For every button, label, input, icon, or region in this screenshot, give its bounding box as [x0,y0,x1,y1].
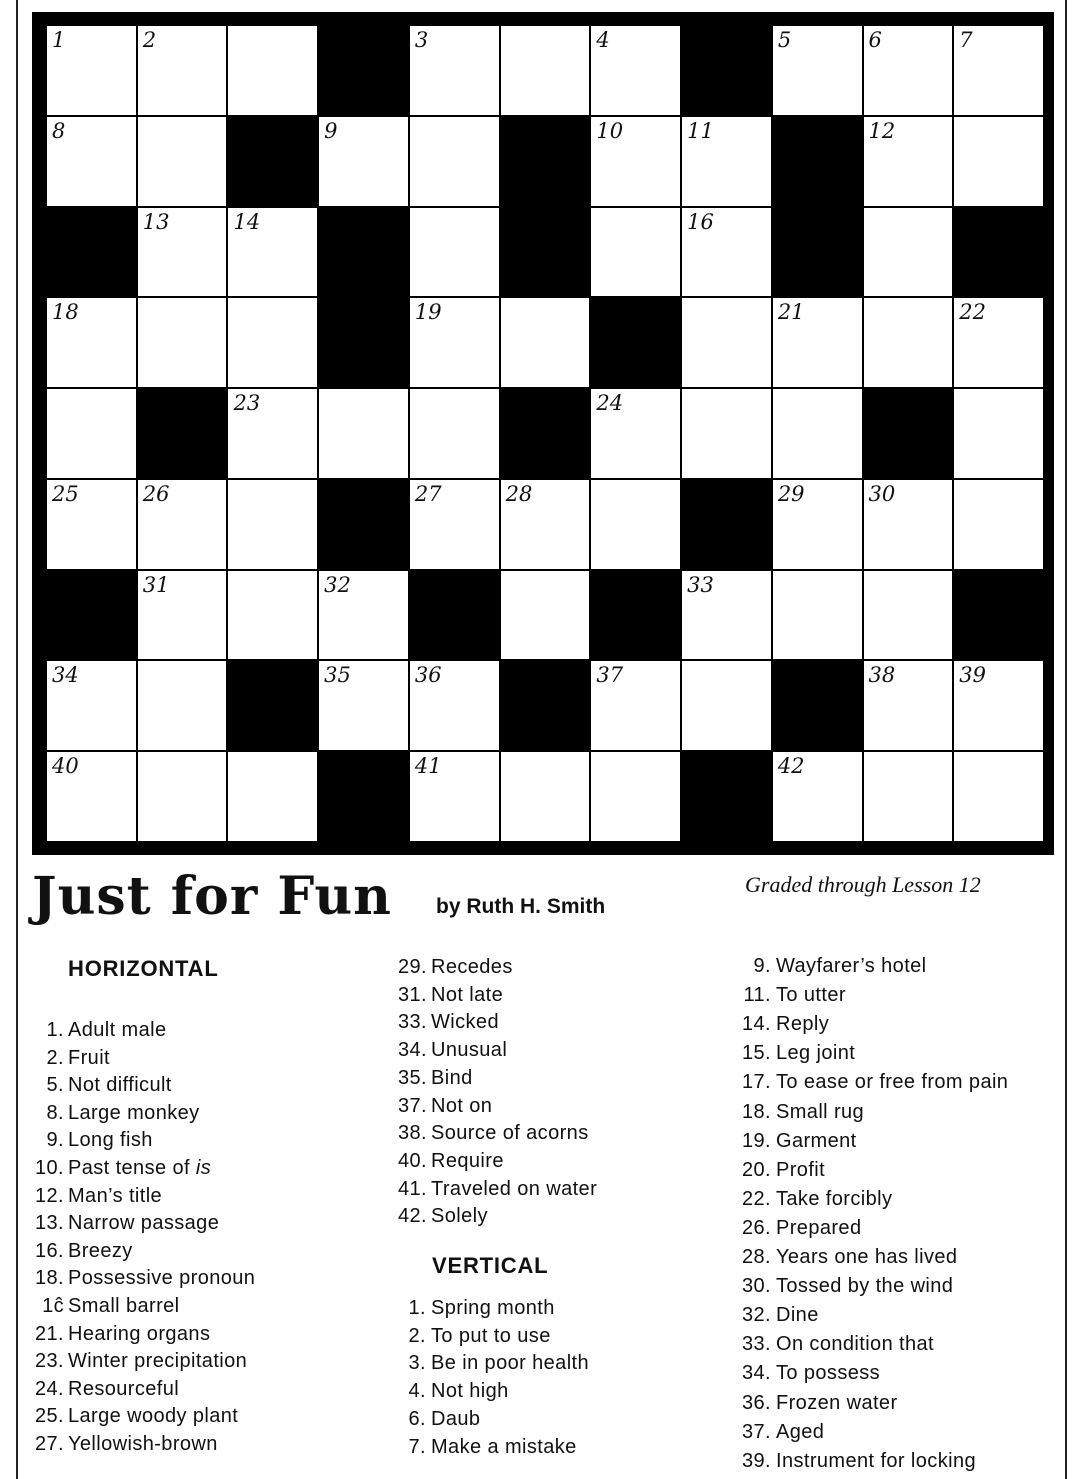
cell-number: 37 [596,663,624,688]
clue-number: 9. [46,1129,64,1152]
grid-cell[interactable] [590,116,681,207]
grid-cell[interactable] [863,479,954,570]
horizontal-heading: HORIZONTAL [68,956,219,981]
clue-number: 33. [397,1011,427,1034]
clue-number: 14. [741,1013,771,1036]
cell-number: 40 [52,754,79,779]
black-square [318,751,409,842]
grid-cell[interactable] [409,479,500,570]
clue-text: Long fish [68,1129,153,1152]
black-square [500,207,591,298]
cell-number: 3 [414,28,429,52]
grid-cell[interactable] [409,116,500,207]
cell-number: 8 [52,118,66,143]
black-square [681,25,772,116]
cell-number: 4 [596,28,610,52]
grid-cell[interactable] [590,479,681,570]
clue-text: Hearing organs [68,1322,211,1345]
clue-text: Not high [431,1380,509,1403]
grid-cell[interactable] [953,479,1044,570]
clue-number: 24. [34,1377,64,1400]
grid-cell[interactable] [681,116,772,207]
cell-number: 26 [142,481,170,506]
clue-number: 1ĉ [42,1295,64,1317]
clue-text: Spring month [431,1297,555,1319]
black-square [227,116,318,207]
clue-text: Small barrel [68,1295,180,1317]
black-square [590,570,681,661]
grid-cell[interactable] [863,570,954,661]
clue-number: 21. [34,1322,64,1345]
clue-text: Yellowish-brown [68,1433,218,1455]
black-square [590,297,681,388]
black-square [318,207,409,298]
black-square [500,116,591,207]
cell-number: 18 [52,300,79,325]
black-square [953,570,1044,661]
clue-number: 10. [34,1157,64,1179]
grid-cell[interactable] [772,25,863,116]
clue-number: 25. [34,1405,64,1428]
grid-cell[interactable] [318,570,409,661]
black-square [953,207,1044,298]
black-square [227,660,318,751]
grid-cell[interactable] [681,297,772,388]
grid-cell[interactable] [318,116,409,207]
grid-cell[interactable] [681,388,772,479]
grid-cell[interactable] [227,479,318,570]
cell-number: 34 [52,663,79,688]
grid-cell[interactable] [409,297,500,388]
clue-text: To ease or free from pain [776,1071,1009,1094]
cell-number: 33 [687,572,714,597]
cell-number: 11 [687,118,714,143]
clue-number: 2. [46,1046,64,1069]
clue-number: 13. [34,1212,64,1235]
clue-text: Instrument for locking [776,1449,976,1472]
clue-text: Winter precipitation [68,1350,248,1373]
clue-text: Large woody plant [68,1405,239,1428]
clue-number: 37. [397,1094,427,1117]
clue-number: 3. [408,1352,426,1375]
clue-number: 22. [741,1187,771,1210]
cell-number: 35 [324,663,351,688]
grid-cell[interactable] [500,297,591,388]
black-square [772,116,863,207]
clue-text: Daub [431,1407,481,1430]
grid-cell[interactable] [500,25,591,116]
black-square [318,297,409,388]
clue-text: Narrow passage [68,1212,220,1235]
clue-text: Man’s title [68,1184,163,1207]
cell-number: 7 [959,28,973,52]
grid-cell[interactable] [409,207,500,298]
clue-number: 36. [741,1391,771,1414]
clue-text: Garment [776,1129,857,1152]
clue-number: 1. [408,1297,426,1319]
cell-number: 19 [414,300,442,325]
grid-cell[interactable] [500,751,591,842]
clue-text: To utter [776,984,846,1007]
cell-number: 31 [142,572,170,597]
clue-number: 32. [741,1304,771,1327]
black-square [500,388,591,479]
grid-cell[interactable] [46,479,137,570]
puzzle-title: Just for Fun [32,866,392,927]
clue-text: Years one has lived [776,1246,958,1268]
clue-number: 42. [397,1205,427,1228]
clue-number: 7. [408,1435,426,1458]
black-square [681,751,772,842]
black-square [863,388,954,479]
cell-number: 39 [959,663,986,688]
clue-number: 29. [397,956,427,978]
clue-text: Fruit [68,1046,110,1069]
black-square [772,207,863,298]
grid-cell[interactable] [409,25,500,116]
cell-number: 28 [505,481,533,506]
grid-cell[interactable] [46,116,137,207]
clue-number: 17. [741,1071,771,1094]
clue-text: Unusual [431,1039,508,1062]
right-page-rule [1065,0,1067,1479]
cell-number: 38 [868,663,896,688]
clue-number: 19. [741,1129,771,1152]
grid-cell[interactable] [590,25,681,116]
clue-number: 33. [741,1333,771,1356]
grid-cell[interactable] [46,751,137,842]
clue-number: 15. [741,1042,771,1065]
cell-number: 5 [777,28,792,52]
black-square [409,570,500,661]
grid-cell[interactable] [137,751,228,842]
grid-cell[interactable] [500,570,591,661]
cell-number: 9 [324,118,338,143]
clue-text: Require [431,1149,504,1172]
clue-number: 11. [743,984,771,1007]
clue-text: Bind [431,1066,473,1089]
clue-number: 38. [397,1122,427,1145]
grid-cell[interactable] [681,207,772,298]
clue-number: 40. [397,1149,427,1172]
clue-number: 23. [34,1350,64,1373]
grid-cell[interactable] [409,660,500,751]
grid-cell[interactable] [46,25,137,116]
cell-number: 42 [777,754,805,779]
clue-number: 26. [741,1216,771,1239]
grid-cell[interactable] [137,570,228,661]
grid-cell[interactable] [137,297,228,388]
grid-cell[interactable] [227,388,318,479]
cell-number: 41 [414,754,442,779]
clue-text: Reply [776,1013,830,1036]
cell-number: 1 [52,28,66,52]
clue-text: Dine [776,1304,819,1327]
cell-number: 24 [596,391,624,416]
clue-text: Traveled on water [431,1177,598,1200]
clue-text: Adult male [68,1019,167,1041]
clue-number: 39. [741,1449,771,1472]
clue-text: Breezy [68,1239,133,1262]
clue-text: Not late [431,983,504,1006]
grid-cell[interactable] [590,660,681,751]
grid-cell[interactable] [227,25,318,116]
grid-cell[interactable] [46,660,137,751]
graded-note: Graded through Lesson 12 [745,872,981,897]
clue-text: Make a mistake [431,1435,577,1458]
clue-text: Tossed by the wind [776,1275,954,1298]
grid-cell[interactable] [772,479,863,570]
grid-cell[interactable] [137,116,228,207]
clue-number: 20. [741,1158,771,1181]
clue-text: Wicked [431,1011,499,1034]
cell-number: 30 [868,481,896,506]
grid-cell[interactable] [590,388,681,479]
cell-number: 13 [142,209,170,234]
clue-number: 12. [34,1184,64,1207]
clue-number: 5. [46,1074,64,1097]
clue-text: Aged [776,1420,825,1443]
grid-cell[interactable] [318,660,409,751]
grid-cell[interactable] [772,570,863,661]
cell-number: 21 [777,300,805,325]
clue-number: 6. [408,1407,426,1430]
clue-text: Wayfarer’s hotel [776,955,927,977]
cell-number: 36 [414,663,442,688]
black-square [318,25,409,116]
grid-cell[interactable] [863,297,954,388]
clue-number: 1. [46,1019,64,1041]
grid-cell[interactable] [863,207,954,298]
grid-cell[interactable] [863,751,954,842]
clue-text: To put to use [431,1324,551,1347]
black-square [318,479,409,570]
clue-text: To possess [776,1362,881,1385]
clue-text: Resourceful [68,1377,180,1400]
grid-cell[interactable] [772,388,863,479]
cell-number: 29 [777,481,805,506]
grid-cell[interactable] [500,479,591,570]
grid-cell[interactable] [953,116,1044,207]
black-square [46,207,137,298]
clue-number: 34. [741,1362,771,1385]
clue-text: Frozen water [776,1391,898,1414]
grid-cell[interactable] [863,660,954,751]
clue-number: 27. [34,1433,64,1455]
clue-number: 4. [408,1380,426,1403]
grid-cell[interactable] [953,388,1044,479]
cell-number: 2 [142,28,157,52]
clue-text: Large monkey [68,1101,200,1124]
grid-cell[interactable] [46,297,137,388]
clue-number: 18. [34,1267,64,1290]
cell-number: 10 [596,118,624,143]
clue-text: Profit [776,1158,826,1181]
clue-text: Recedes [431,956,513,978]
clue-number: 41. [397,1177,427,1200]
grid-cell[interactable] [590,207,681,298]
clue-text: Small rug [776,1100,865,1123]
grid-cell[interactable] [953,297,1044,388]
clue-text: Be in poor health [431,1352,590,1375]
cell-number: 32 [324,572,351,597]
black-square [500,660,591,751]
clue-number: 16. [34,1239,64,1262]
grid-cell[interactable] [953,751,1044,842]
grid-cell[interactable] [137,25,228,116]
clue-text: Past tense of is [68,1157,212,1179]
grid-cell[interactable] [318,388,409,479]
clue-text: Source of acorns [431,1122,589,1145]
clue-text: Not on [431,1094,493,1117]
cell-number: 16 [687,209,714,234]
clue-text: On condition that [776,1333,935,1356]
grid-cell[interactable] [46,388,137,479]
grid-cell[interactable] [227,297,318,388]
clue-number: 2. [408,1324,426,1347]
grid-cell[interactable] [863,116,954,207]
cell-number: 22 [959,300,986,325]
crossword-grid [46,25,1044,842]
clue-text: Take forcibly [776,1187,893,1210]
grid-cell[interactable] [409,388,500,479]
grid-cell[interactable] [772,297,863,388]
clue-number: 9. [753,955,771,977]
cell-number: 27 [414,481,442,506]
clue-number: 35. [397,1066,427,1089]
cell-number: 23 [233,391,261,416]
clue-number: 37. [741,1420,771,1443]
grid-cell[interactable] [681,570,772,661]
grid-cell[interactable] [227,570,318,661]
clue-number: 34. [397,1039,427,1062]
clue-text: Possessive pronoun [68,1267,256,1290]
clue-number: 18. [741,1100,771,1123]
clue-number: 28. [741,1246,771,1268]
clue-text: Leg joint [776,1042,856,1065]
cell-number: 6 [868,28,882,52]
clue-number: 8. [46,1101,64,1124]
cell-number: 12 [868,118,896,143]
grid-cell[interactable] [137,660,228,751]
grid-cell[interactable] [227,207,318,298]
black-square [681,479,772,570]
clue-text: Prepared [776,1216,862,1239]
grid-cell[interactable] [953,660,1044,751]
black-square [772,660,863,751]
grid-cell[interactable] [137,479,228,570]
grid-cell[interactable] [227,751,318,842]
grid-cell[interactable] [772,751,863,842]
grid-cell[interactable] [953,25,1044,116]
grid-cell[interactable] [137,207,228,298]
clue-number: 31. [397,983,427,1006]
clue-text: Solely [431,1205,488,1228]
black-square [46,570,137,661]
clue-number: 30. [741,1275,771,1298]
cell-number: 14 [233,209,261,234]
vertical-heading: VERTICAL [432,1253,549,1278]
grid-cell[interactable] [681,660,772,751]
grid-cell[interactable] [863,25,954,116]
clue-text: Not difficult [68,1074,172,1097]
grid-cell[interactable] [590,751,681,842]
puzzle-byline: by Ruth H. Smith [436,895,606,918]
grid-cell[interactable] [409,751,500,842]
cell-number: 25 [52,481,79,506]
black-square [137,388,228,479]
